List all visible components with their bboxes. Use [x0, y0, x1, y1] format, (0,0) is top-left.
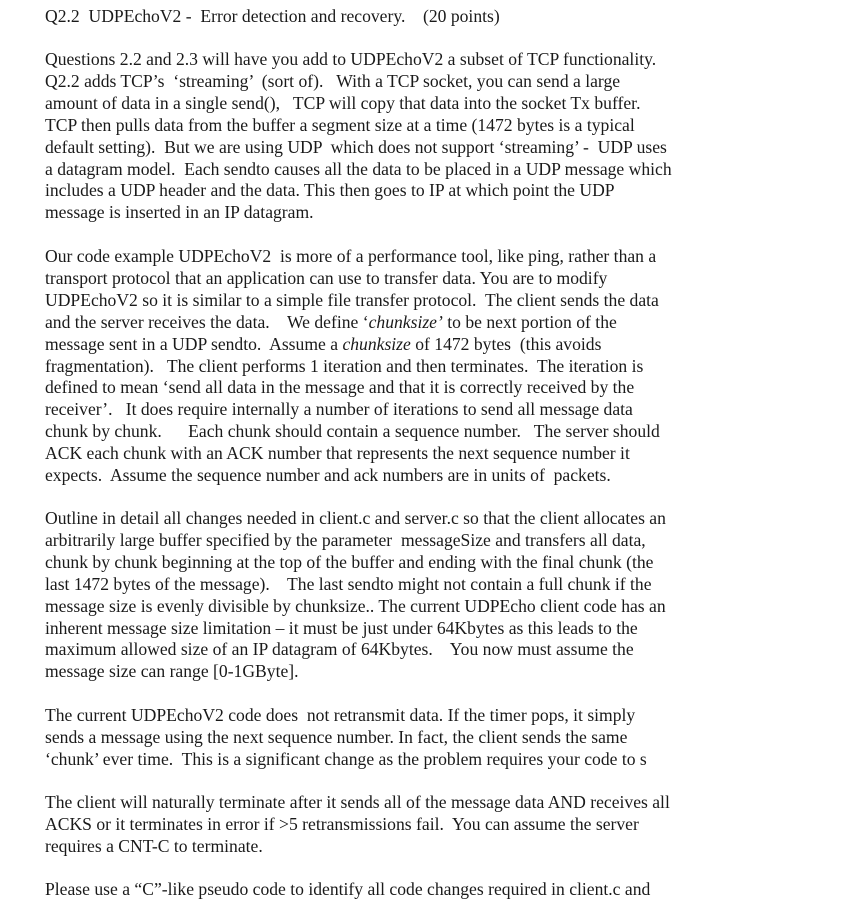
paragraph-pseudocode-instructions [45, 879, 845, 901]
text-line: Please use a “C”-like pseudo code to identify all code changes required in client.c and [45, 879, 651, 899]
text-line: default setting). But we are using UDP which does not support ‘streaming’ - UDP uses [45, 136, 667, 157]
text-line: includes a UDP header and the data. This then goes to IP at which point the UDP [45, 180, 615, 201]
text-segment: message sent in a UDP sendto. Assume a [45, 333, 343, 354]
text-line: transport protocol that an application can use to transfer data. You are to modify [45, 267, 608, 288]
text-line: last 1472 bytes of the message). The last sendto might not contain a full chunk if the [45, 573, 652, 594]
text-line: fragmentation). The client performs 1 iteration and then terminates. The iteration is [45, 355, 644, 376]
text-line-chunksize-value [45, 334, 845, 356]
text-line: expects. Assume the sequence number and ack numbers are in units of packets. [45, 465, 611, 486]
text-line: Q2.2 adds TCP’s ‘streaming’ (sort of). With a TCP socket, you can send a large [45, 70, 621, 91]
italic-term-chunksize: chunksize [342, 333, 411, 354]
text-line: a datagram model. Each sendto causes all the data to be placed in a UDP message which [45, 158, 672, 179]
text-line: message size is evenly divisible by chunksize.. The current UDPEcho client code has an [45, 595, 666, 616]
text-line: inherent message size limitation – it must be just under 64Kbytes as this leads to the [45, 617, 638, 638]
text-segment: and the server receives the data. We define ‘ [45, 311, 369, 332]
text-line: receiver’. It does require internally a number of iterations to send all message data [45, 399, 633, 420]
text-line: Outline in detail all changes needed in client.c and server.c so that the client allocates an [45, 508, 666, 528]
text-line: Questions 2.2 and 2.3 will have you add to UDPEchoV2 a subset of TCP functionality. [45, 49, 657, 69]
text-line: The current UDPEchoV2 code does not retransmit data. If the timer pops, it simply [45, 705, 636, 725]
italic-term-chunksize: chunksize’ [368, 311, 443, 332]
text-line: sends a message using the next sequence number. In fact, the client sends the same [45, 726, 628, 747]
text-line: Our code example UDPEchoV2 is more of a performance tool, like ping, rather than a [45, 246, 657, 266]
text-line: UDPEchoV2 so it is similar to a simple file transfer protocol. The client sends the data [45, 289, 659, 310]
text-line: ‘chunk’ ever time. This is a significant change as the problem requires your code to s [45, 748, 647, 769]
text-line: requires a CNT-C to terminate. [45, 835, 263, 856]
question-heading: Q2.2 UDPEchoV2 - Error detection and recovery. (20 points) [45, 6, 500, 26]
text-line: defined to mean ‘send all data in the message and that it is correctly received by the [45, 377, 635, 398]
paragraph-termination [45, 792, 845, 858]
paragraph-udpechov2-description [45, 246, 845, 487]
text-line: amount of data in a single send(), TCP will copy that data into the socket Tx buffer. [45, 92, 641, 113]
text-segment: to be next portion of the [442, 311, 617, 332]
text-segment: of 1472 bytes (this avoids [410, 333, 602, 354]
paragraph-retransmission [45, 705, 845, 771]
text-line: arbitrarily large buffer specified by the parameter messageSize and transfers all data, [45, 529, 646, 550]
text-line: message is inserted in an IP datagram. [45, 202, 314, 223]
text-line: chunk by chunk beginning at the top of the buffer and ending with the final chunk (the [45, 551, 654, 572]
text-line: ACK each chunk with an ACK number that represents the next sequence number it [45, 443, 630, 464]
text-line: message size can range [0-1GByte]. [45, 661, 299, 682]
text-line: ACKS or it terminates in error if >5 retransmissions fail. You can assume the server [45, 813, 639, 834]
text-line-chunksize-definition [45, 312, 845, 334]
text-line: maximum allowed size of an IP datagram of 64Kbytes. You now must assume the [45, 639, 634, 660]
paragraph-outline-changes [45, 508, 845, 683]
text-line: The client will naturally terminate after it sends all of the message data AND receives all [45, 792, 670, 812]
text-line: TCP then pulls data from the buffer a segment size at a time (1472 bytes is a typical [45, 114, 635, 135]
text-line: chunk by chunk. Each chunk should contain a sequence number. The server should [45, 421, 660, 442]
paragraph-intro [45, 49, 845, 224]
